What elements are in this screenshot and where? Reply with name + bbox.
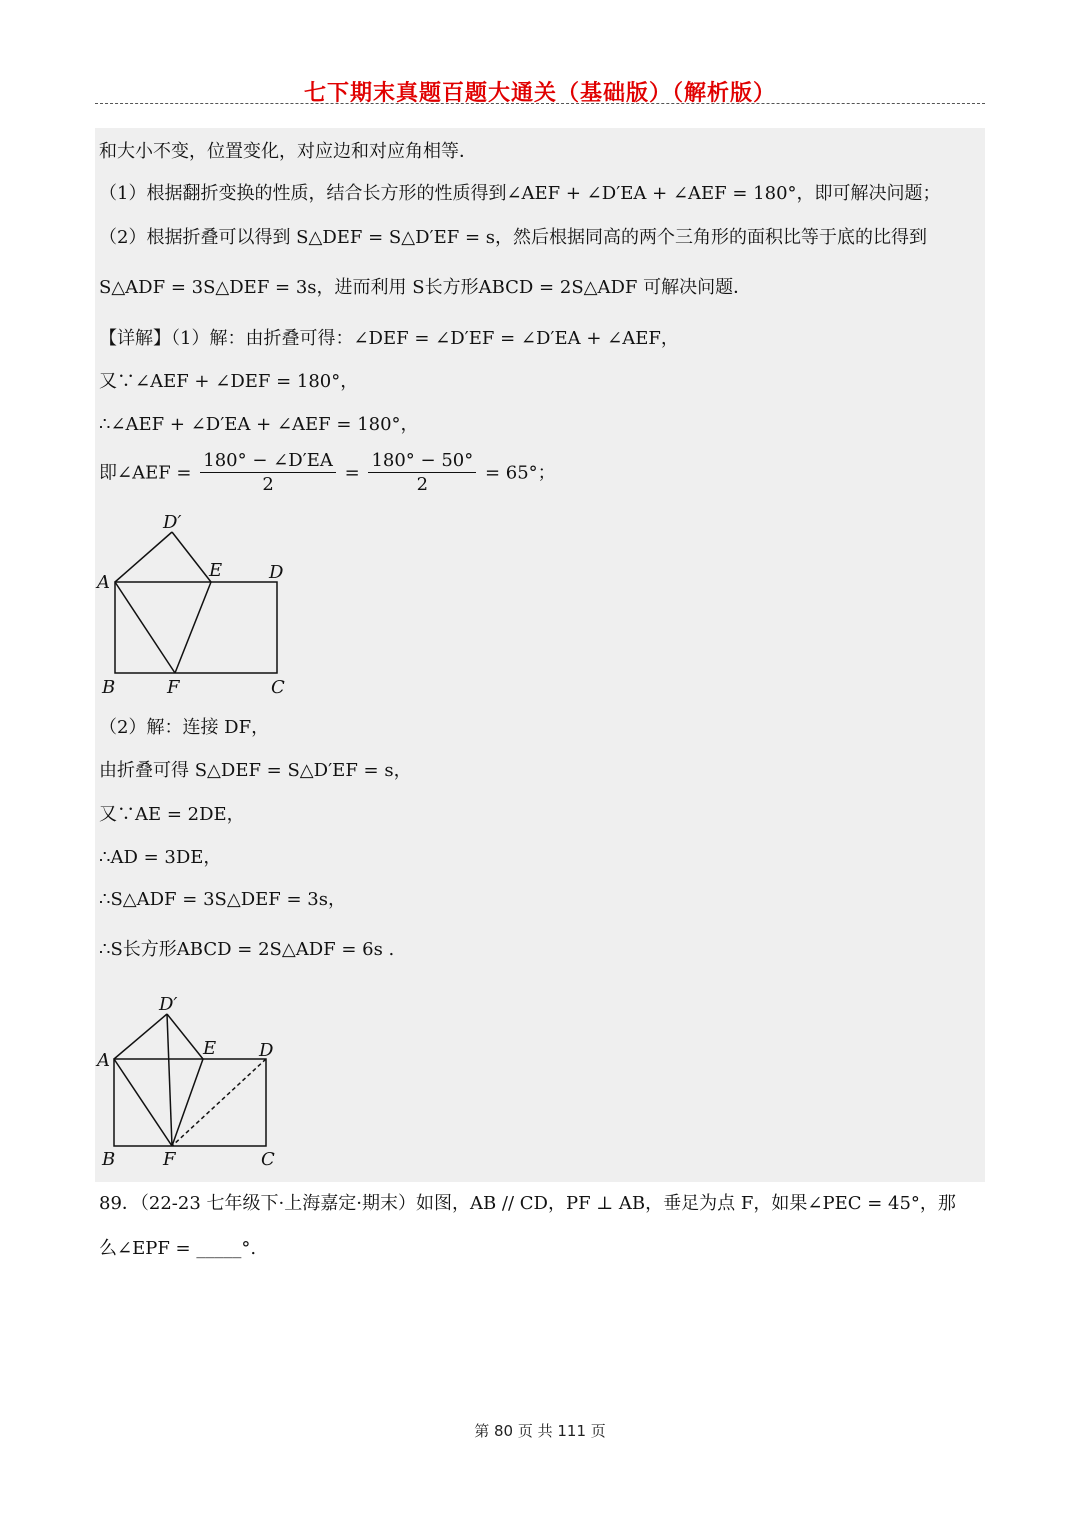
label-b: B [102, 1149, 116, 1170]
label-e: E [209, 560, 223, 581]
segment-ad-prime [114, 1014, 167, 1059]
question-89-line2: 么∠EPF = _____°. [99, 1238, 257, 1259]
fraction-2 [368, 450, 476, 497]
fraction-1-denominator: 2 [262, 474, 274, 495]
label-f: F [167, 677, 180, 698]
label-e: E [203, 1038, 217, 1059]
solution-part1-line3: ∴∠AEF + ∠D′EA + ∠AEF = 180°， [99, 414, 419, 435]
label-d-prime: D′ [163, 512, 182, 533]
solution-part1-line1: 【详解】（1）解：由折叠可得：∠DEF = ∠D′EF = ∠D′EA + ∠AEF， [99, 328, 679, 349]
segment-df-dashed [172, 1059, 266, 1146]
equation-result: = 65°； [484, 462, 556, 484]
segment-af [114, 1059, 172, 1146]
label-c: C [261, 1149, 275, 1170]
label-a: A [97, 1050, 110, 1071]
equals-sign: = [344, 462, 360, 484]
rectangle-abcd [115, 582, 277, 673]
solution-part1-equation [99, 450, 556, 497]
analysis-intro: 和大小不变，位置变化，对应边和对应角相等． [99, 141, 477, 162]
label-b: B [102, 677, 116, 698]
segment-af [115, 582, 175, 673]
segment-d-prime-e [172, 532, 211, 582]
label-d-prime: D′ [159, 994, 178, 1015]
figure-fold-rectangle-2 [95, 990, 305, 1175]
document-title: 七下期末真题百题大通关（基础版）（解析版） [303, 81, 776, 106]
label-d: D [259, 1040, 274, 1061]
analysis-step-2: （2）根据折叠可以得到 S△DEF = S△D′EF = s，然后根据同高的两个三角形的面积比等于底的比得到 [99, 227, 928, 248]
analysis-step-3: S△ADF = 3S△DEF = 3s，进而利用 S长方形ABCD = 2S△ADF 可解决问题． [99, 277, 752, 298]
solution-part2-line4: ∴AD = 3DE， [99, 847, 222, 868]
page-number: 第 80 页 共 111 页 [474, 1422, 606, 1440]
solution-part2-line1: （2）解：连接 DF， [99, 717, 270, 738]
solution-part2-line6: ∴S长方形ABCD = 2S△ADF = 6s . [99, 939, 395, 960]
label-c: C [271, 677, 285, 698]
segment-ef [172, 1059, 203, 1146]
figure-fold-rectangle-1 [95, 508, 305, 703]
solution-part2-line2: 由折叠可得 S△DEF = S△D′EF = s， [99, 760, 412, 781]
fraction-1-numerator: 180° − ∠D′EA [200, 450, 336, 473]
fraction-2-numerator: 180° − 50° [368, 450, 476, 473]
fraction-2-denominator: 2 [416, 474, 429, 495]
solution-part2-line5: ∴S△ADF = 3S△DEF = 3s， [99, 889, 346, 910]
solution-part1-line2: 又∵∠AEF + ∠DEF = 180°， [99, 371, 359, 392]
solution-part2-line3: 又∵AE = 2DE， [99, 804, 245, 825]
segment-ef [175, 582, 211, 673]
segment-ad-prime [115, 532, 172, 582]
label-f: F [163, 1149, 176, 1170]
label-d: D [269, 562, 284, 583]
label-a: A [97, 572, 110, 593]
rectangle-abcd [114, 1059, 266, 1146]
header-divider [95, 103, 985, 104]
equation-prefix: 即∠AEF = [99, 462, 192, 484]
question-89-line1: 89．（22-23 七年级下·上海嘉定·期末）如图，AB // CD，PF ⊥ AB，垂足为点 F，如果∠PEC = 45°，那 [99, 1193, 956, 1214]
segment-d-prime-f [167, 1014, 172, 1146]
analysis-step-1: （1）根据翻折变换的性质，结合长方形的性质得到∠AEF + ∠D′EA + ∠AEF = 180°，即可解决问题； [99, 183, 941, 204]
segment-d-prime-e [167, 1014, 203, 1059]
fraction-1 [200, 450, 336, 497]
